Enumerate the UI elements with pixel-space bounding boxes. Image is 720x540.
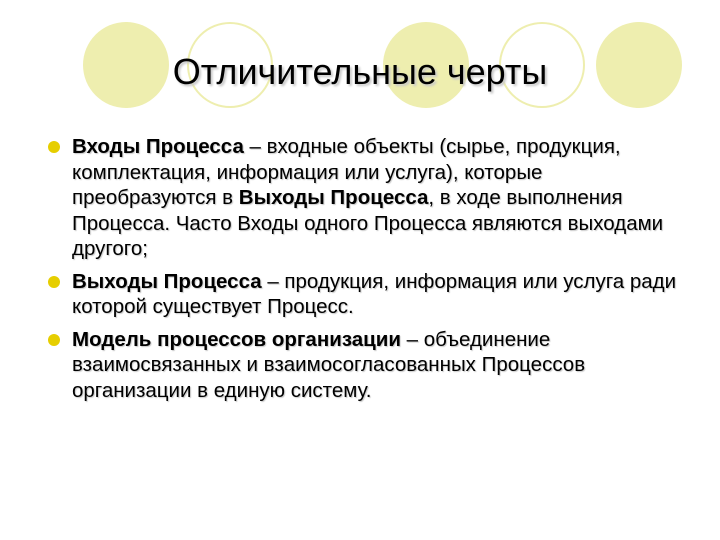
list-item-inputs (48, 134, 678, 262)
bullet-list (48, 134, 678, 410)
bullet-icon (48, 334, 60, 346)
slide-title: Отличительные черты (172, 51, 548, 92)
definition-text: – продукция, информация или услуга ради которой существует Процесс. (72, 269, 677, 318)
term-process-model: Модель процессов организации (72, 327, 401, 351)
term-outputs: Выходы Процесса (72, 269, 262, 293)
term-outputs-inline: Выходы Процесса (238, 186, 429, 209)
definition-text: – объединение взаимосвязанных и взаимосогласованных Процессов организации в единую систему. (72, 327, 586, 402)
definition-text: – входные объекты (сырье, продукция, комплектация, информация или услуга), которые преобразуются в (72, 135, 621, 209)
bullet-icon (48, 276, 60, 288)
list-item-process-model (48, 327, 678, 404)
list-item-outputs (48, 269, 678, 320)
bullet-icon (48, 141, 60, 153)
term-inputs: Входы Процесса (72, 135, 244, 158)
definition-text-continued: , в ходе выполнения Процесса. Часто Входы одного Процесса являются выходами другого; (72, 186, 664, 260)
